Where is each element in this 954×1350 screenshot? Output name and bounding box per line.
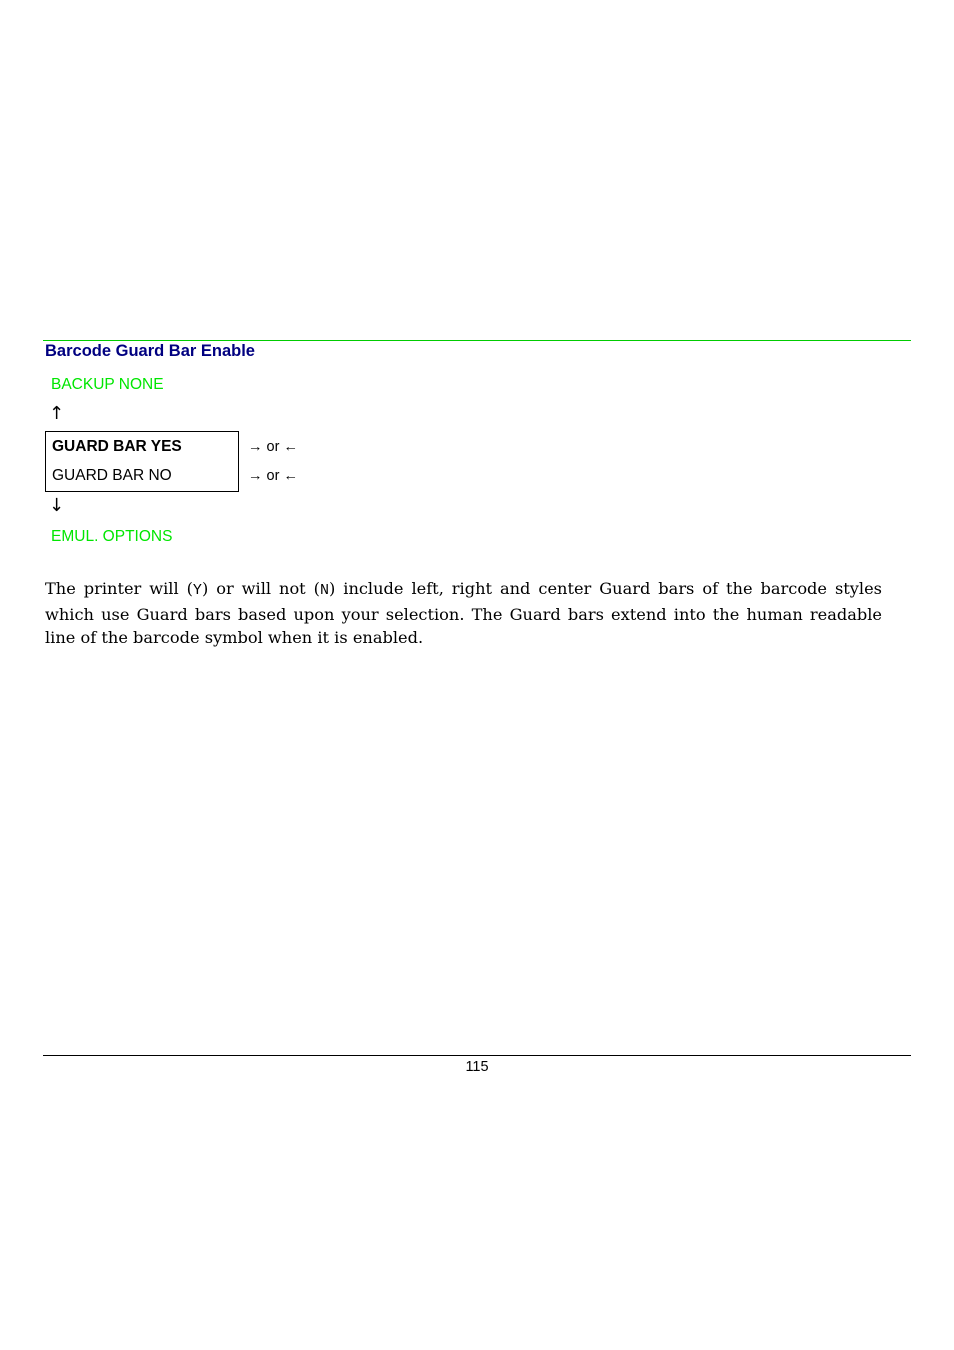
nav-hint-yes: → or ←	[248, 439, 298, 455]
option-guard-bar-yes: GUARD BAR YES	[52, 438, 182, 455]
description-part-2: ) or will not (	[201, 579, 320, 599]
menu-next-item: EMUL. OPTIONS	[51, 528, 173, 545]
code-yes: Y	[192, 582, 202, 600]
nav-hint-no: → or ←	[248, 468, 298, 484]
description-part-3: ) include left, right and center Guard bars of the barcode styles which use Guard bars based upon your selection. The Guard bars extend into the human readable line of the barcode symbol when it is enabled.	[45, 579, 882, 648]
section-divider	[43, 340, 911, 341]
menu-previous-item: BACKUP NONE	[51, 376, 164, 393]
section-title: Barcode Guard Bar Enable	[45, 342, 255, 360]
code-no: N	[319, 582, 329, 600]
option-guard-bar-no: GUARD BAR NO	[52, 467, 172, 484]
description-part-1: The printer will (	[45, 579, 193, 599]
menu-options-box	[45, 431, 239, 492]
description-paragraph	[45, 577, 882, 650]
page-number: 115	[465, 1059, 489, 1075]
up-arrow-icon: ↑	[49, 403, 65, 424]
down-arrow-icon: ↓	[49, 495, 65, 516]
footer-divider	[43, 1055, 911, 1056]
